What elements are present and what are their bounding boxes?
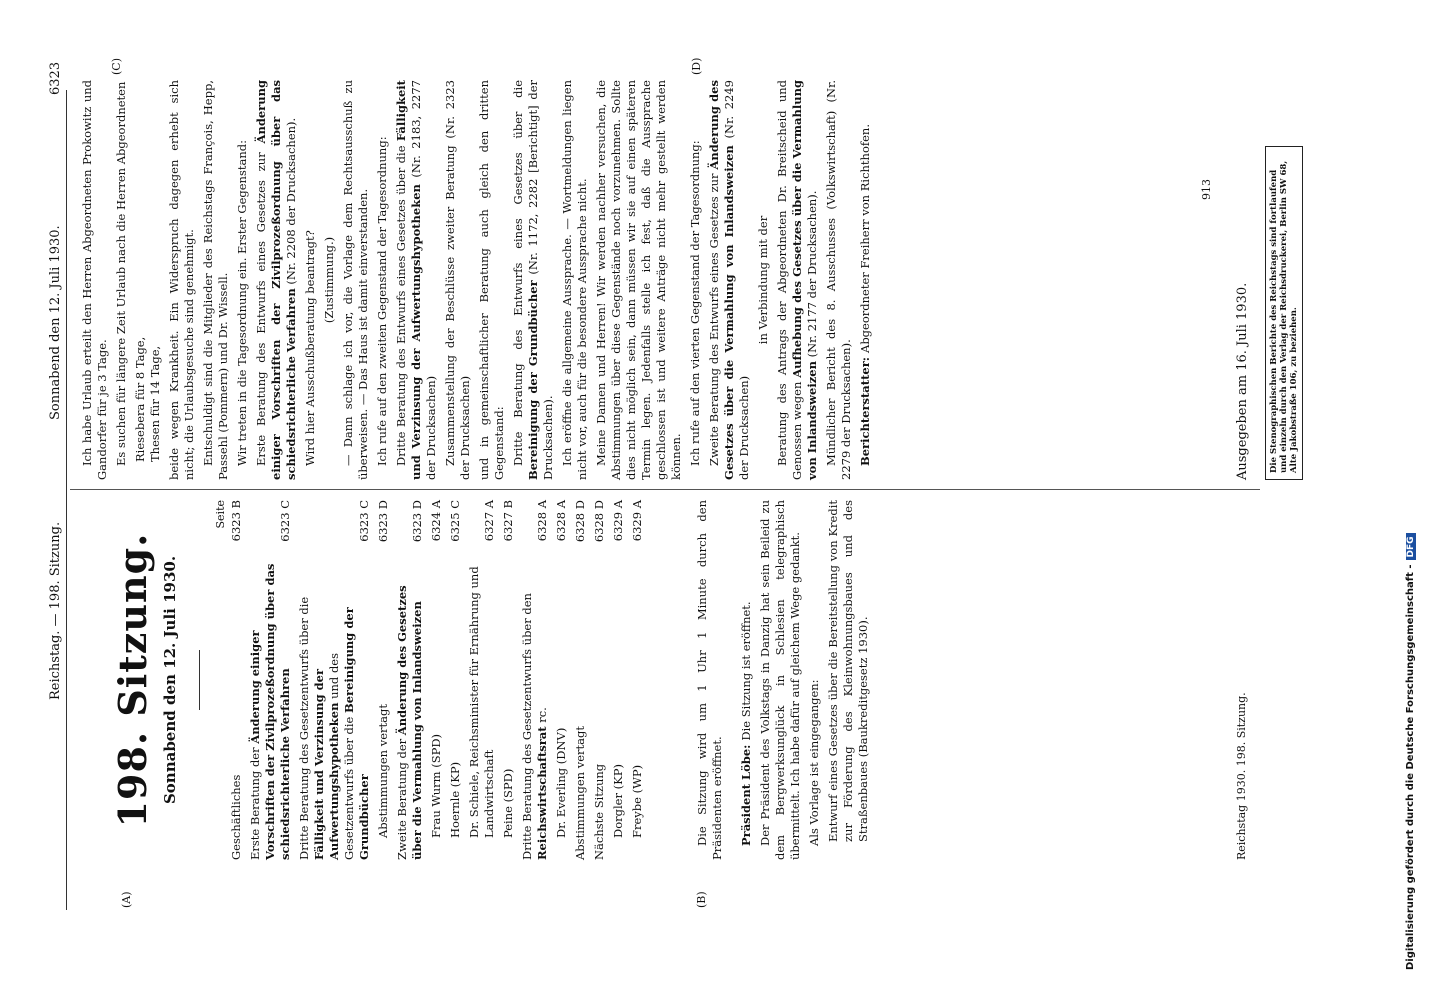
toc-item-page: 6328 A xyxy=(535,500,549,542)
toc-item-text-bold: Änderung einiger Vorschriften der Zivilprozeßordnung über das schiedsrichterliche Verfahren xyxy=(248,563,292,860)
margin-mark-a: (A) xyxy=(120,891,133,908)
toc-row xyxy=(429,500,444,860)
header-left: Reichstag. — 198. Sitzung. xyxy=(48,521,63,700)
toc-item-page: 6323 C xyxy=(357,500,371,542)
body-paragraph: Zusammenstellung der Beschlüsse zweiter Beratung (Nr. 2323 der Drucksachen) xyxy=(443,80,472,480)
footer-left: Reichstag 1930. 198. Sitzung. xyxy=(1235,692,1248,860)
toc-item-text-bold: Fälligkeit und Verzinsung der Aufwertungshypotheken xyxy=(312,668,341,860)
body-paragraph: Wir treten in die Tagesordnung ein. Erster Gegenstand: xyxy=(235,140,249,466)
agenda-text: Dritte Beratung des Entwurfs eines Gesetzes über die xyxy=(394,141,408,466)
toc-item-text-part: rc. xyxy=(535,707,549,727)
interjection: (Zustimmung.) xyxy=(322,236,336,324)
toc-row xyxy=(248,500,293,860)
header-page-number: 6323 xyxy=(48,61,63,95)
toc-item-text-part: Zweite Beratung der xyxy=(395,735,409,860)
toc-page-header: Seite xyxy=(214,500,227,529)
toc-item-text xyxy=(520,562,550,860)
body-paragraph: Ich eröffne die allgemeine Aussprache. — Wortmeldungen liegen nicht vor, auch für die besondere Aussprache nicht. xyxy=(560,80,589,480)
toc-row xyxy=(229,500,244,860)
body-paragraph: und in gemeinschaftlicher Beratung auch gleich den dritten Gegenstand: xyxy=(477,80,506,480)
toc-item-text: Dr. Everling (DNV) xyxy=(554,727,568,838)
title-rule xyxy=(199,650,200,710)
toc-item-text: Frau Wurm (SPD) xyxy=(429,733,443,838)
body-paragraph: Ich rufe auf den vierten Gegenstand der Tagesordnung: xyxy=(688,140,702,466)
toc-item-page: 6323 B xyxy=(229,500,243,542)
toc-row xyxy=(297,500,372,860)
toc-row xyxy=(630,500,645,860)
toc-row xyxy=(611,500,626,860)
toc-item-text: Abstimmungen vertagt xyxy=(573,726,587,860)
toc-item-page: 6327 B xyxy=(501,500,515,542)
body-paragraph: Entwurf eines Gesetzes über die Bereitstellung von Kredit zur Förderung des Kleinwohnungsbaues und des Straßenbaues (Baukreditgesetz 1930). xyxy=(826,500,870,842)
toc-row xyxy=(448,500,463,860)
toc-item-text xyxy=(248,562,293,860)
toc-row xyxy=(376,500,391,860)
agenda-item xyxy=(707,80,752,480)
body-paragraph: Meine Damen und Herren! Wir werden nachher versuchen, die Abstimmungen über diese Gegenstände noch vorzunehmen. Sollte dies nicht möglich sein, dann müssen wir sie auf einen späteren Termin legen. Jedenfalls stelle ich fest, daß die Aussprache geschlossen ist und weitere Anträge nicht mehr gestellt werden können. xyxy=(594,80,683,480)
agenda-text: Zweite Beratung des Entwurfs eines Gesetzes zur xyxy=(707,169,721,466)
toc-row xyxy=(395,500,425,860)
header-date: Sonnabend den 12. Juli 1930. xyxy=(48,225,63,420)
toc-item-text-bold: Reichswirtschaftsrat xyxy=(535,726,549,860)
body-paragraph: Thesen für 14 Tage, xyxy=(148,345,162,462)
body-paragraph: Ich habe Urlaub erteilt den Herren Abgeordneten Prokowitz und Gandorfer für je 3 Tage. xyxy=(80,80,109,480)
opening-paragraph: Die Sitzung wird um 1 Uhr 1 Minute durch den Präsidenten eröffnet. xyxy=(695,500,724,860)
issue-date: Ausgegeben am 16. Juli 1930. xyxy=(1235,282,1250,480)
toc-item-text: Nächste Sitzung xyxy=(592,763,606,860)
toc-item-page: 6328 D xyxy=(573,500,587,543)
body-paragraph: Es suchen für längere Zeit Urlaub nach die Herren Abgeordneten xyxy=(114,81,128,466)
president-paragraph xyxy=(739,500,754,860)
session-title: 198. Sitzung. xyxy=(110,532,155,828)
toc-item-page: 6323 D xyxy=(376,500,390,543)
toc-item-page: 6325 C xyxy=(448,500,462,542)
body-paragraph: Wird hier Ausschußberatung beantragt? xyxy=(303,230,317,466)
agenda-text: (Nr. 2208 der Drucksachen). xyxy=(284,117,298,289)
agenda-text: Erste Beratung des Entwurfs eines Gesetzes zur xyxy=(254,143,268,466)
toc-item-text: Geschäftliches xyxy=(229,774,243,860)
toc-row xyxy=(520,500,550,860)
publisher-stamp: Die Stenographischen Berichte des Reichstags sind fortlaufend und einzeln durch den Verlag der Reichsdruckerei, Berlin SW 68, Alte Jakobstraße 106, zu beziehen. xyxy=(1265,146,1303,480)
body-paragraph: Riesebera für 8 Tage, xyxy=(133,336,147,462)
header-rule xyxy=(66,90,67,910)
toc-row xyxy=(467,500,497,860)
agenda-item xyxy=(511,80,556,480)
sheet-number: 913 xyxy=(1200,179,1213,200)
toc-item-page: 6328 D xyxy=(592,500,606,543)
agenda-text: (Nr. 2183, 2277 der Drucksachen) xyxy=(409,80,438,480)
body-paragraph: beide wegen Krankheit. Ein Widerspruch dagegen erhebt sich nicht; die Urlaubsgesuche sind genehmigt. xyxy=(167,80,196,480)
toc-item-text-part: Erste Beratung der xyxy=(248,743,262,860)
toc-item-text: Dr. Schiele, Reichsminister für Ernährung und Landwirtschaft xyxy=(467,566,496,838)
speaker-name: Präsident Löbe: xyxy=(739,740,753,846)
toc-item-text-bold: Bereinigung der Grundbücher xyxy=(342,607,371,860)
agenda-bold: Änderung des Gesetzes über die Vermahlung von Inlandsweizen xyxy=(707,80,736,480)
body-paragraph: Entschuldigt sind die Mitglieder des Reichstags François, Hepp, Passehl (Pommern) und Dr. Wissell. xyxy=(201,80,230,480)
right-column xyxy=(80,80,877,480)
toc-item-text xyxy=(297,562,372,860)
spacer xyxy=(729,500,739,860)
body-paragraph: Als Vorlage ist eingegangen: xyxy=(807,679,821,846)
toc-item-page: 6327 A xyxy=(482,500,496,542)
margin-mark-c: (C) xyxy=(110,58,123,75)
toc-item-text-bold: Änderung des Gesetzes über die Vermahlung von Inlandsweizen xyxy=(395,585,424,860)
toc-item-page: 6323 C xyxy=(278,500,292,542)
toc-item-text: Dorgler (KP) xyxy=(611,764,625,838)
body-paragraph: in Verbindung mit der xyxy=(756,215,770,345)
agenda-text: (Nr. 2249 der Drucksachen) xyxy=(722,80,751,480)
agenda-item xyxy=(254,80,299,480)
toc-item-text: Peine (SPD) xyxy=(501,768,515,838)
toc-item-page: 6329 A xyxy=(611,500,625,542)
column-divider xyxy=(70,489,1260,490)
toc-item-page: 6329 A xyxy=(630,500,644,542)
toc-item-text: Freybe (WP) xyxy=(630,764,644,838)
rapporteur-label: Berichterstatter: xyxy=(858,352,872,466)
table-of-contents xyxy=(214,500,645,860)
toc-item-text: Hoernle (KP) xyxy=(448,761,462,838)
session-subtitle: Sonnabend den 12. Juli 1930. xyxy=(161,555,179,805)
speech-text: Die Sitzung ist eröffnet. xyxy=(739,601,753,741)
agenda-text: Beratung des Antrags der Abgeordneten Dr. Breitscheid und Genossen wegen xyxy=(775,80,804,480)
toc-item-text-part: Dritte Beratung des Gesetzentwurfs über den xyxy=(520,593,534,860)
agenda-bold: Aufhebung des Gesetzes über die Vermahlung von Inlandsweizen xyxy=(790,79,819,480)
dfg-margin-note xyxy=(1405,533,1416,970)
toc-item-page: 6323 D xyxy=(410,500,424,543)
agenda-text: Dritte Beratung des Entwurfs eines Gesetzes über die xyxy=(511,80,525,466)
body-paragraph: Ich rufe auf den zweiten Gegenstand der Tagesordnung: xyxy=(375,136,389,466)
agenda-item xyxy=(775,80,820,480)
agenda-item xyxy=(394,80,439,480)
body-paragraph: Mündlicher Bericht des 8. Ausschusses (Volkswirtschaft) (Nr. 2279 der Drucksachen). xyxy=(824,80,853,480)
toc-item-text xyxy=(395,562,425,860)
toc-item-page: 6324 A xyxy=(429,500,443,542)
rapporteur-name: Abgeordneter Freiherr von Richthofen. xyxy=(858,124,872,353)
toc-row xyxy=(501,500,516,860)
toc-item-page: 6328 A xyxy=(554,500,568,542)
spacer xyxy=(649,500,695,860)
body-paragraph: Der Präsident des Volkstags in Danzig hat sein Beileid zu dem Bergwerksunglück in Schlesien telegraphisch übermittelt. Ich habe dafür auf gleichem Wege gedankt. xyxy=(758,500,802,860)
left-column xyxy=(80,500,875,860)
margin-mark-b: (B) xyxy=(695,891,708,908)
agenda-bold: Änderung einiger Vorschriften der Zivilprozeßordnung über das schiedsrichterliche Verfahren xyxy=(254,80,298,480)
agenda-bold: Bereinigung der Grundbücher xyxy=(526,280,540,480)
toc-row xyxy=(573,500,588,860)
toc-item-text-part: Dritte Beratung des Gesetzentwurfs über die xyxy=(297,596,311,860)
rapporteur xyxy=(858,80,873,480)
margin-mark-d: (D) xyxy=(690,57,703,75)
toc-item-text: Abstimmungen vertagt xyxy=(376,704,390,838)
agenda-bold: Fälligkeit und Verzinsung der Aufwertungshypotheken xyxy=(394,80,423,480)
dfg-note-text: Digitalisierung gefördert durch die Deutsche Forschungsgemeinschaft - xyxy=(1405,564,1416,970)
toc-row xyxy=(554,500,569,860)
toc-row xyxy=(592,500,607,860)
body-paragraph: — Dann schlage ich vor, die Vorlage dem Rechtsausschuß zu überweisen. — Das Haus ist damit einverstanden. xyxy=(341,80,370,480)
agenda-text: (Nr. 1172, 2282 [Berichtigt] der Drucksachen). xyxy=(526,79,555,480)
toc-item-text-part: und des Gesetzentwurfs über die xyxy=(327,652,356,860)
dfg-logo-icon: DFG xyxy=(1406,533,1416,560)
agenda-text: (Nr. 2177 der Drucksachen). xyxy=(805,190,819,362)
